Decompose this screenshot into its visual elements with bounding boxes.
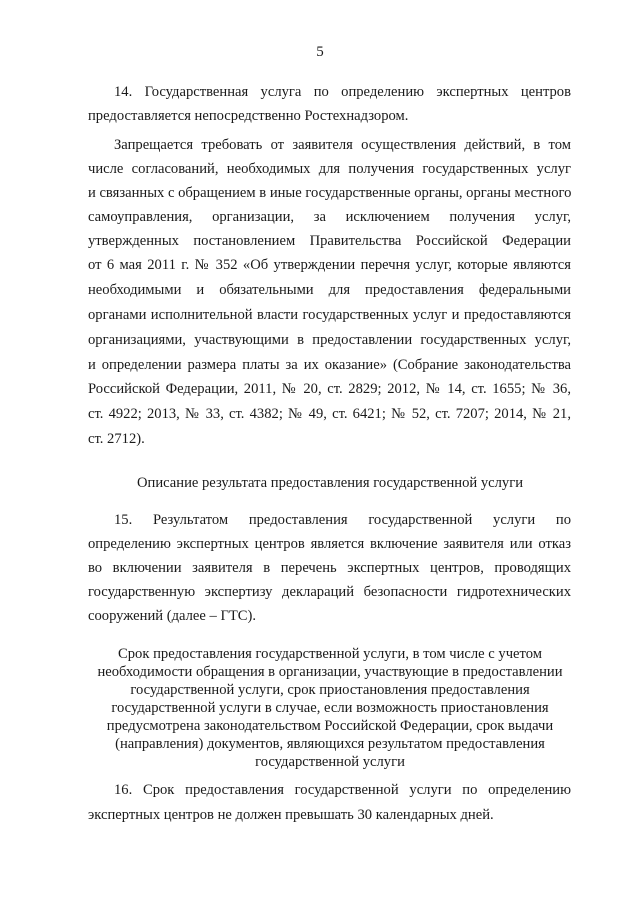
text-line: самоуправления, организации, за исключением получения услуг, <box>88 209 571 225</box>
text-line: Запрещается требовать от заявителя осуществления действий, в том <box>114 137 571 153</box>
text-line: 15. Результатом предоставления государственной услуги по <box>114 512 571 528</box>
text-line: органами исполнительной власти государственных услуг и предоставляются <box>88 307 571 323</box>
text-line: сооружений (далее – ГТС). <box>88 608 257 624</box>
text-line: во включении заявителя в перечень экспертных центров, проводящих <box>88 560 571 576</box>
text-line: предоставляется непосредственно Ростехнадзором. <box>88 108 409 124</box>
text-line: утвержденных постановлением Правительства Российской Федерации <box>88 233 571 249</box>
text-line: организациями, участвующими в предоставлении государственных услуг, <box>88 332 571 348</box>
section-heading: Срок предоставления государственной услуги, в том числе с учетом <box>118 646 542 662</box>
text-line: числе согласований, необходимых для получения государственных услуг <box>88 161 571 177</box>
text-line: от 6 мая 2011 г. № 352 «Об утверждении перечня услуг, которые являются <box>88 257 571 273</box>
text-line: и определении размера платы за их оказание» (Собрание законодательства <box>88 357 571 373</box>
text-line: 14. Государственная услуга по определению экспертных центров <box>114 84 571 100</box>
section-heading: Описание результата предоставления государственной услуги <box>136 475 524 491</box>
text-line: Российской Федерации, 2011, № 20, ст. 2829; 2012, № 14, ст. 1655; № 36, <box>88 381 571 397</box>
text-line: и связанных с обращением в иные государственные органы, органы местного <box>88 185 572 201</box>
section-heading: (направления) документов, являющихся результатом предоставления <box>115 736 545 752</box>
text-line: ст. 4922; 2013, № 33, ст. 4382; № 49, ст. 6421; № 52, ст. 7207; 2014, № 21, <box>88 406 571 422</box>
text-line: необходимыми и обязательными для предоставления федеральными <box>88 282 571 298</box>
section-heading: необходимости обращения в организации, участвующие в предоставлении <box>97 664 563 680</box>
page-number: 5 <box>316 44 324 60</box>
text-line: ст. 2712). <box>88 431 145 447</box>
text-line: государственную экспертизу деклараций безопасности гидротехнических <box>88 584 571 600</box>
section-heading: государственной услуги, срок приостановления предоставления <box>130 682 530 698</box>
text-line: экспертных центров не должен превышать 30 календарных дней. <box>88 807 494 823</box>
text-line: определению экспертных центров является включение заявителя или отказ <box>88 536 571 552</box>
section-heading: предусмотрена законодательством Российской Федерации, срок выдачи <box>106 718 554 734</box>
section-heading: государственной услуги в случае, если возможность приостановления <box>111 700 549 716</box>
section-heading: государственной услуги <box>255 754 405 770</box>
text-line: 16. Срок предоставления государственной услуги по определению <box>114 782 571 798</box>
